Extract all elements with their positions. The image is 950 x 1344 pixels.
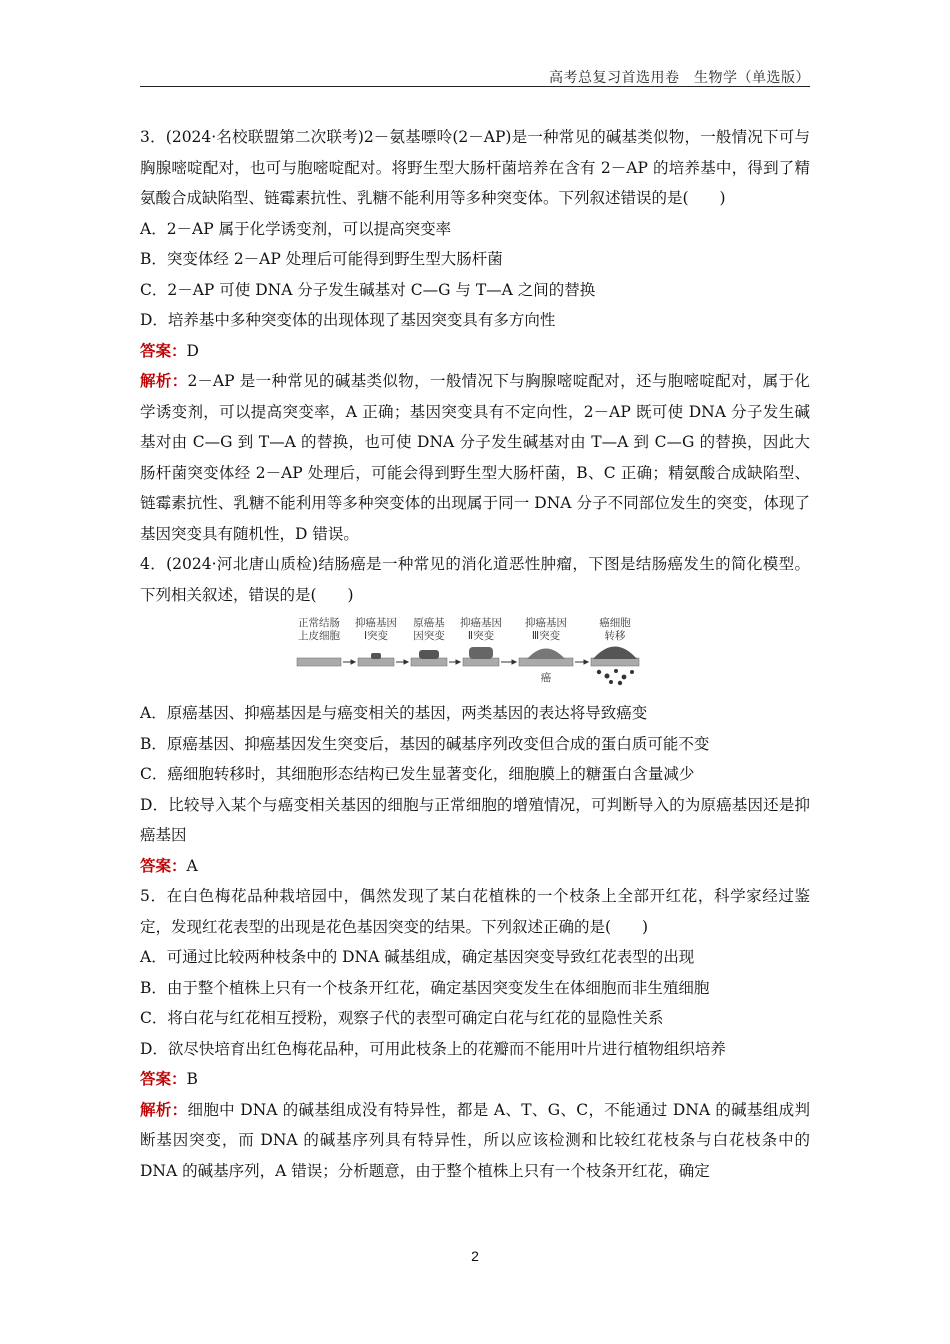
tissue-normal [297,658,341,666]
colon-cancer-model-figure [295,614,655,686]
mutant-cells-stage-4 [469,647,493,659]
answer-value: D [186,341,199,360]
metastatic-cells [597,669,634,685]
analysis-label: 解析： [140,372,188,390]
question-3-option-c: C．2－AP 可使 DNA 分子发生碱基对 C—G 与 T—A 之间的替换 [140,280,596,299]
question-5-analysis [140,1095,810,1187]
answer-label: 答案： [140,341,187,360]
stage-label-2a: 抑癌基因 [355,617,397,629]
analysis-text: 2－AP 是一种常见的碱基类似物，一般情况下与胸腺嘧啶配对，还与胞嘧啶配对，属于化学诱变剂，可以提高突变率，A 正确；基因突变具有不定向性，2－AP 既可使 DNA 分子发生碱基对由 C—G 到 T—A 的替换，也可使 DNA 分子发生碱基对由 T—A 到 C—G 的替换，因此大肠杆菌突变体经 2－AP 处理后，可能会得到野生型大肠杆菌，B、C 正确；精氨酸合成缺陷型、链霉素抗性、乳糖不能利用等多种突变体的出现属于同一 DNA 分子不同部位发生的突变，体现了基因突变具有随机性，D 错误。 [140,372,810,543]
answer-value: B [186,1070,198,1088]
answer-label: 答案： [140,856,187,875]
stage-label-4b: Ⅱ突变 [467,630,495,642]
question-3-answer [140,336,810,367]
stage-label-3a: 原癌基 [413,617,445,629]
stage-label-2b: Ⅰ突变 [363,630,389,642]
tissue-stage-3 [411,658,447,666]
stage-label-5a: 抑癌基因 [525,617,567,629]
question-3-option-b: B．突变体经 2－AP 处理后可能得到野生型大肠杆菌 [140,250,503,268]
stage-label-6a: 癌细胞 [599,617,631,629]
question-4-option-c: C．癌细胞转移时，其细胞形态结构已发生显著变化，细胞膜上的糖蛋白含量减少 [140,765,695,783]
page-number: 2 [471,1248,479,1264]
tumor-mass-stage-5 [527,649,565,660]
stage-label-3b: 因突变 [413,630,445,642]
header-title: 高考总复习首选用卷 生物学（单选版） [549,70,810,86]
question-3-stem: 3．(2024·名校联盟第二次联考)2－氨基嘌呤(2－AP)是一种常见的碱基类似物，一般情况下可与胸腺嘧啶配对，也可与胞嘧啶配对。将野生型大肠杆菌培养在含有 2－AP 的培养基中，得到了精氨酸合成缺陷型、链霉素抗性、乳糖不能利用等多种突变体。下列叙述错误的是( ) [140,128,810,207]
analysis-label: 解析： [140,1100,188,1119]
question-4-stem: 4．(2024·河北唐山质检)结肠癌是一种常见的消化道恶性肿瘤，下图是结肠癌发生的简化模型。下列相关叙述，错误的是( ) [140,555,810,604]
question-4-option-b: B．原癌基因、抑癌基因发生突变后，基因的碱基序列改变但合成的蛋白质可能不变 [140,734,710,753]
question-5-stem: 5．在白色梅花品种栽培园中，偶然发现了某白花植株的一个枝条上全部开红花，科学家经过鉴定，发现红花表型的出现是花色基因突变的结果。下列叙述正确的是( ) [140,887,810,936]
question-4-answer [140,851,810,882]
question-5-option-c: C．将白花与红花相互授粉，观察子代的表型可确定白花与红花的显隐性关系 [140,1009,664,1027]
tissue-strips [297,647,639,686]
answer-label: 答案： [140,1070,187,1088]
question-5-answer [140,1064,810,1095]
answer-value: A [186,856,198,875]
mutant-cells-stage-2 [371,653,381,659]
stage-label-1b: 上皮细胞 [298,630,340,642]
question-5-option-b: B．由于整个植株上只有一个枝条开红花，确定基因突变发生在体细胞而非生殖细胞 [140,978,710,997]
header-rule [140,86,810,87]
mutant-cells-stage-3 [419,650,439,659]
question-3-option-a: A．2－AP 属于化学诱变剂，可以提高突变率 [140,219,452,238]
question-3-option-d: D．培养基中多种突变体的出现体现了基因突变具有多方向性 [140,311,556,329]
question-5-option-d: D．欲尽快培育出红色梅花品种，可用此枝条上的花瓣而不能用叶片进行植物组织培养 [140,1039,726,1058]
stage-label-5b: Ⅲ突变 [531,630,561,642]
tumor-mass-stage-6 [593,647,637,660]
tissue-stage-5 [519,658,573,666]
tissue-stage-4 [463,658,499,666]
tissue-stage-6 [591,658,639,666]
question-5-option-a: A．可通过比较两种枝条中的 DNA 碱基组成，确定基因突变导致红花表型的出现 [140,948,695,966]
stage-label-6b: 转移 [604,630,626,642]
question-4-option-a: A．原癌基因、抑癌基因是与癌变相关的基因，两类基因的表达将导致癌变 [140,704,648,722]
tissue-stage-2 [358,658,394,666]
question-3-analysis [140,366,810,549]
stage-label-1a: 正常结肠 [298,617,340,629]
cancer-label: 癌 [540,672,552,684]
question-4-option-d: D．比较导入某个与癌变相关基因的细胞与正常细胞的增殖情况，可判断导入的为原癌基因还是抑癌基因 [140,795,810,844]
stage-label-4a: 抑癌基因 [460,617,502,629]
document-body [140,122,810,1186]
analysis-text: 细胞中 DNA 的碱基组成没有特异性，都是 A、T、G、C，不能通过 DNA 的碱基组成判断基因突变，而 DNA 的碱基序列具有特异性，所以应该检测和比较红花枝条与白花枝条中的 DNA 的碱基序列，A 错误；分析题意，由于整个植株上只有一个枝条开红花，确定 [140,1100,810,1180]
